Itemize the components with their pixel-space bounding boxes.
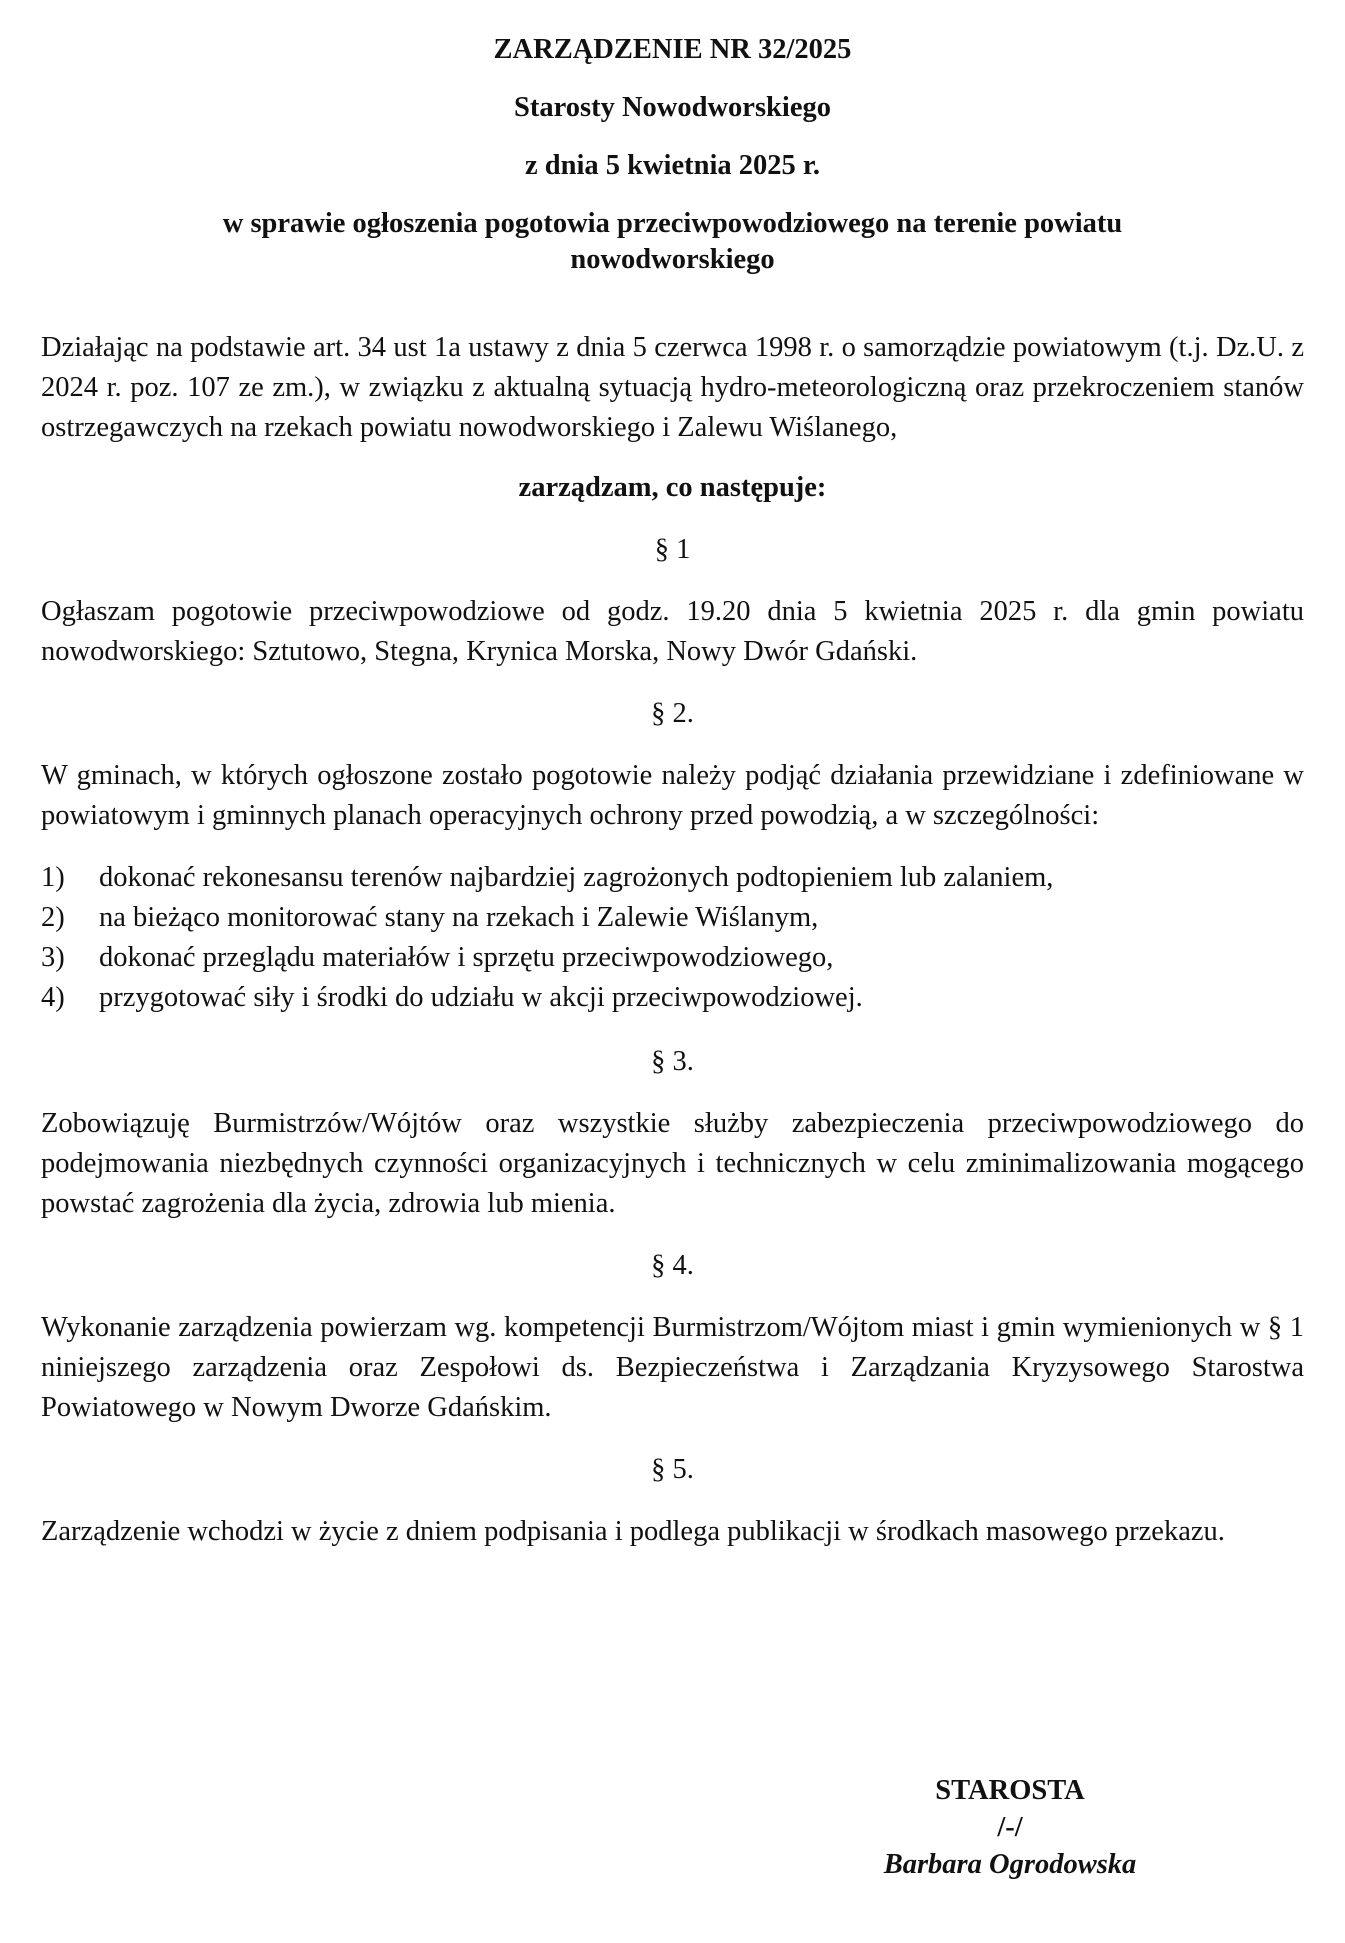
list-item-number: 2) [41, 902, 65, 933]
list-item-number: 1) [41, 862, 65, 893]
list-item [41, 858, 1304, 898]
section-text-1: Ogłaszam pogotowie przeciwpowodziowe od godz. 19.20 dnia 5 kwietnia 2025 r. dla gmin powiatu nowodworskiego: Sztutowo, Stegna, Krynica Morska, Nowy Dwór Gdański. [41, 596, 1304, 667]
section-text-5: Zarządzenie wchodzi w życie z dniem podpisania i podlega publikacji w środkach masowego przekazu. [41, 1516, 1225, 1547]
list-item-text: na bieżąco monitorować stany na rzekach i Zalewie Wiślanym, [99, 902, 819, 933]
section-mark-4: § 4. [651, 1250, 694, 1281]
section-2-list [41, 858, 1304, 1018]
section-text-2: W gminach, w których ogłoszone zostało pogotowie należy podjąć działania przewidziane i zdefiniowane w powiatowym i gminnych planach operacyjnych ochrony przed powodzią, a w szczególności: [41, 760, 1304, 831]
section-mark-3: § 3. [651, 1046, 694, 1077]
list-item-number: 4) [41, 982, 65, 1013]
list-item [41, 938, 1304, 978]
section-mark-5: § 5. [651, 1454, 694, 1485]
list-item-text: przygotować siły i środki do udziału w akcji przeciwpowodziowej. [99, 982, 863, 1013]
signature-role: STAROSTA [935, 1775, 1085, 1806]
document-body [41, 32, 1304, 1574]
section-mark-1: § 1 [654, 534, 691, 565]
decree-line: zarządzam, co następuje: [518, 472, 827, 503]
list-item-text: dokonać rekonesansu terenów najbardziej zagrożonych podtopieniem lub zalaniem, [99, 862, 1054, 893]
document-subject: w sprawie ogłoszenia pogotowia przeciwpowodziowego na terenie powiatu nowodworskiego [222, 208, 1123, 275]
list-item [41, 898, 1304, 938]
intro-paragraph: Działając na podstawie art. 34 ust 1a ustawy z dnia 5 czerwca 1998 r. o samorządzie powiatowym (t.j. Dz.U. z 2024 r. poz. 107 ze zm.), w związku z aktualną sytuacją hydro-meteorologiczną oraz przekroczeniem stanów ostrzegawczych na rzekach powiatu nowodworskiego i Zalewu Wiślanego, [41, 332, 1304, 443]
document-title: ZARZĄDZENIE NR 32/2025 [493, 34, 852, 65]
section-text-4: Wykonanie zarządzenia powierzam wg. kompetencji Burmistrzom/Wójtom miast i gmin wymienionych w § 1 niniejszego zarządzenia oraz Zespołowi ds. Bezpieczeństwa i Zarządzania Kryzysowego Starostwa Powiatowego w Nowym Dworze Gdańskim. [41, 1312, 1304, 1423]
signature-mark: /-/ [997, 1812, 1023, 1843]
list-item-number: 3) [41, 942, 65, 973]
section-mark-2: § 2. [651, 698, 694, 729]
signature-block [860, 1772, 1160, 1883]
list-item-text: dokonać przeglądu materiałów i sprzętu przeciwpowodziowego, [99, 942, 834, 973]
list-item [41, 978, 1304, 1018]
section-text-3: Zobowiązuję Burmistrzów/Wójtów oraz wszystkie służby zabezpieczenia przeciwpowodziowego do podejmowania niezbędnych czynności organizacyjnych i technicznych w celu zminimalizowania mogącego powstać zagrożenia dla życia, zdrowia lub mienia. [41, 1108, 1304, 1219]
document-date: z dnia 5 kwietnia 2025 r. [524, 150, 821, 181]
signature-name: Barbara Ogrodowska [883, 1849, 1137, 1880]
document-issuer: Starosty Nowodworskiego [514, 92, 831, 123]
